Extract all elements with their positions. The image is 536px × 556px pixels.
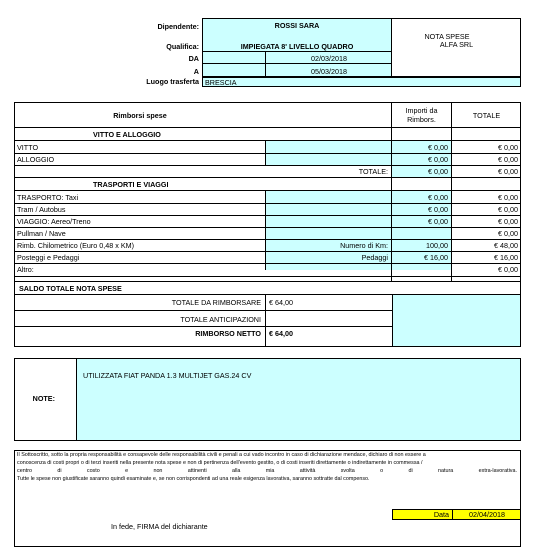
posteggi-label: Posteggi e Pedaggi [17,253,80,262]
company-name: ALFA SRL [439,40,474,49]
km-importo[interactable]: 100,00 [426,241,448,250]
firma-label: In fede, FIRMA del dichiarante [111,522,208,531]
mid-col-line [265,141,266,165]
vitto-totale: € 0,00 [498,143,518,152]
dipendente-value[interactable]: ROSSI SARA [274,20,320,30]
col-totale-header: TOTALE [472,110,501,120]
vitto-importo[interactable]: € 0,00 [428,143,448,152]
declaration-line-2: conoscenza di costi propri o di terzi inseriti nella presente nota spese e non di pertinenza dell'evento gestito, o di costi inseriti direttamente o indirettamente in commessa / [17,460,423,466]
date-value[interactable]: 02/04/2018 [469,510,505,519]
taxi-importo[interactable]: € 0,00 [428,193,448,202]
luogo-label: Luogo trasferta [146,77,199,86]
tram-label: Tram / Autobus [17,205,66,214]
totals-row-line [14,310,392,311]
pullman-label: Pullman / Nave [17,229,66,238]
vitto-totale-label: TOTALE: [358,167,388,176]
totale-anticipazioni-value[interactable] [266,313,391,325]
totale-rimborsare-value: € 64,00 [269,297,293,307]
declaration-line-3: centro di costo e non attinenti alla mia attività svolta o di natura extra-lavorativa. [17,468,517,474]
viaggio-label: VIAGGIO: Aereo/Treno [17,217,91,226]
col-importi-header: Importi da Rimbors. [405,106,438,124]
totals-right-bg [392,295,520,346]
qualifica-value[interactable]: IMPIEGATA 8' LIVELLO QUADRO [240,41,354,51]
declaration-line-1: Il Sottoscritto, sotto la propria responsabilità e consapevole delle responsabilità civili e penali a cui vado incontro in caso di dichiarazione mendace, dichiaro di non essere a [17,452,426,458]
viaggio-importo[interactable]: € 0,00 [428,217,448,226]
pullman-totale: € 0,00 [498,229,518,238]
rimborso-netto-label: RIMBORSO NETTO [195,328,261,338]
alloggio-importo[interactable]: € 0,00 [428,155,448,164]
vitto-totale-importo: € 0,00 [428,167,448,176]
km-totale: € 48,00 [494,241,518,250]
posteggi-totale: € 16,00 [494,253,518,262]
totale-anticipazioni-label: TOTALE ANTICIPAZIONI [180,314,261,324]
taxi-totale: € 0,00 [498,193,518,202]
qualifica-label: Qualifica: [166,41,199,51]
date-label: Data [433,510,449,519]
tram-totale: € 0,00 [498,205,518,214]
km-mid-label: Numero di Km: [340,241,388,250]
vitto-totale-totale: € 0,00 [498,167,518,176]
alloggio-totale: € 0,00 [498,155,518,164]
pedaggi-mid-label: Pedaggi [361,253,388,262]
a-value[interactable]: 05/03/2018 [311,66,347,76]
km-label: Rimb. Chilometrico (Euro 0,48 x KM) [17,241,135,250]
dipendente-label: Dipendente: [157,21,199,31]
declaration-line-4: Tutte le spese non giustificate saranno quindi esaminate e, se non corrispondenti ad una reale esigenza lavorativa, saranno sottratte dal compenso. [17,476,370,482]
note-text: UTILIZZATA FIAT PANDA 1.3 MULTIJET GAS.24 CV [83,370,252,380]
luogo-value[interactable]: BRESCIA [205,77,237,87]
row-line [14,276,521,277]
taxi-label: TRASPORTO: Taxi [17,193,79,202]
rimborso-netto-value: € 64,00 [269,328,293,338]
altro-label: Altro: [17,265,34,274]
pullman-importo[interactable] [392,228,451,239]
totale-rimborsare-label: TOTALE DA RIMBORSARE [171,297,261,307]
viaggio-totale: € 0,00 [498,217,518,226]
posteggi-importo[interactable]: € 16,00 [424,253,448,262]
altro-totale: € 0,00 [498,265,518,274]
tram-importo[interactable]: € 0,00 [428,205,448,214]
col-rimborsi-header: Rimborsi spese [113,110,167,120]
vitto-section-title: VITTO E ALLOGGIO [93,129,161,139]
nota-title: NOTA SPESE [424,32,470,41]
note-label: NOTE: [32,393,55,403]
da-label: DA [188,54,199,63]
trasporti-section-title: TRASPORTI E VIAGGI [93,179,169,189]
da-value[interactable]: 02/03/2018 [311,54,347,63]
alloggio-label: ALLOGGIO [17,155,55,164]
a-label: A [193,67,199,76]
vitto-label: VITTO [17,143,39,152]
saldo-label: SALDO TOTALE NOTA SPESE [19,283,122,293]
declaration-text [17,451,517,483]
